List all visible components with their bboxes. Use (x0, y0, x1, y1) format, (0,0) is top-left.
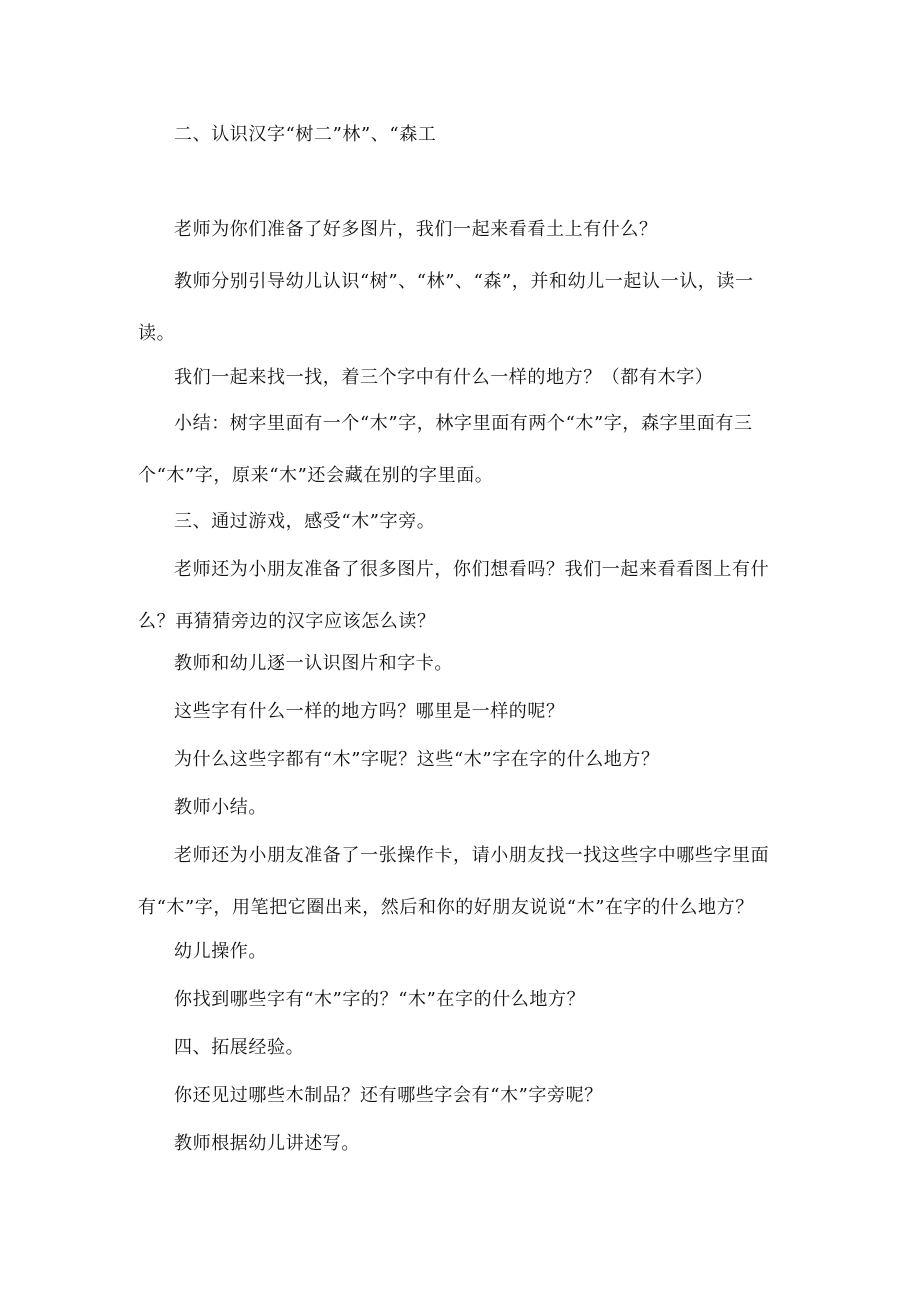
section-heading-3: 三、通过游戏，感受“木”字旁。 (174, 511, 436, 532)
section-heading-2: 二、认识汉字“树二”林”、“森工 (174, 124, 437, 145)
section-heading-4: 四、拓展经验。 (174, 1037, 305, 1058)
paragraph: 教师根据幼儿讲述写。 (174, 1133, 360, 1154)
paragraph: 我们一起来找一找，着三个字中有什么一样的地方？（都有木字） (174, 367, 714, 388)
paragraph: 你还见过哪些木制品？还有哪些字会有“木”字旁呢？ (174, 1085, 603, 1106)
paragraph: 老师为你们准备了好多图片，我们一起来看看土上有什么？ (174, 219, 658, 240)
paragraph: 幼儿操作。 (174, 941, 267, 962)
paragraph: 你找到哪些字有“木”字的？“木”在字的什么地方？ (174, 989, 586, 1010)
summary-paragraph: 小结：树字里面有一个“木”字，林字里面有两个“木”字，森字里面有三个“木”字，原来“木”还会藏在别的字里面。 (138, 413, 753, 486)
paragraph: 教师小结。 (174, 797, 267, 818)
paragraph: 教师分别引导幼儿认识“树”、“林”、“森”，并和幼儿一起认一认，读一读。 (138, 271, 754, 344)
paragraph: 为什么这些字都有“木”字呢？这些“木”字在字的什么地方？ (174, 749, 660, 770)
paragraph: 老师还为小朋友准备了一张操作卡，请小朋友找一找这些字中哪些字里面有“木”字，用笔把它圈出来，然后和你的好朋友说说“木”在字的什么地方？ (138, 845, 770, 918)
paragraph: 老师还为小朋友准备了很多图片，你们想看吗？我们一起来看看图上有什么？再猜猜旁边的汉字应该怎么读？ (138, 559, 770, 632)
paragraph: 教师和幼儿逐一认识图片和字卡。 (174, 653, 453, 674)
paragraph: 这些字有什么一样的地方吗？哪里是一样的呢？ (174, 701, 565, 722)
